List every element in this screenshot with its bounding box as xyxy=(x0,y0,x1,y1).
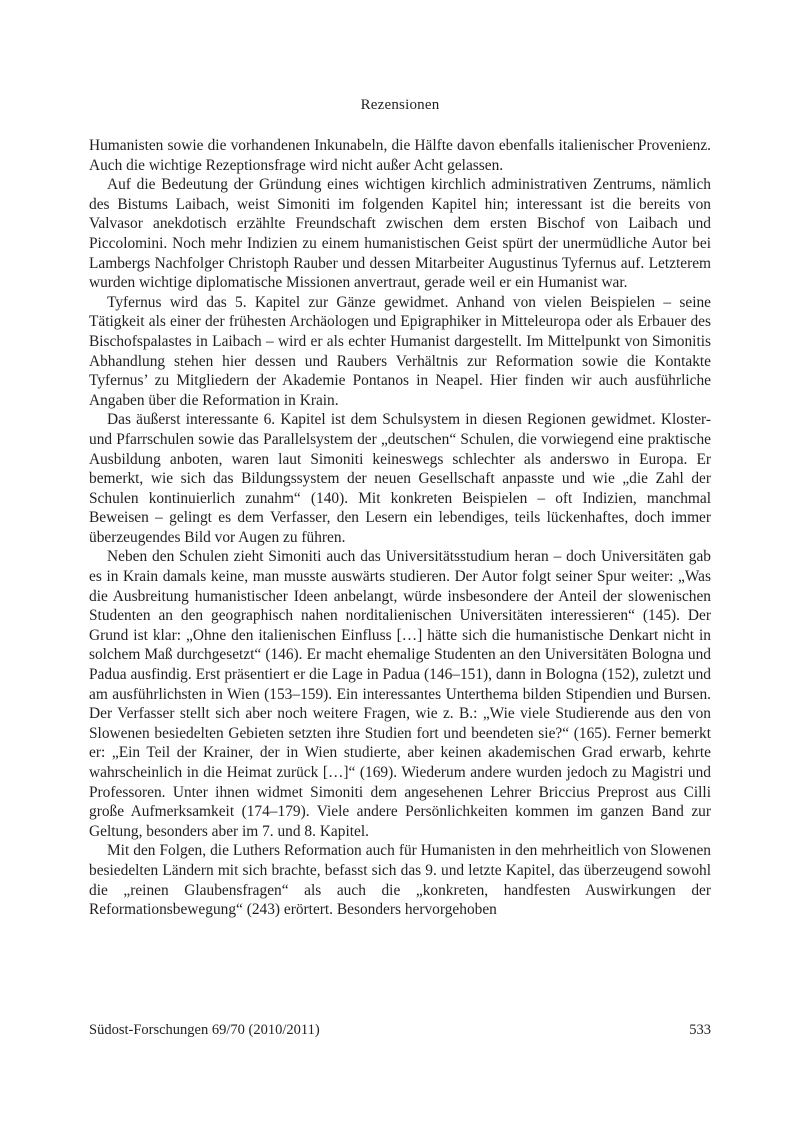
running-head: Rezensionen xyxy=(360,97,440,113)
page-footer xyxy=(89,1022,711,1042)
paragraph: Auf die Bedeutung der Gründung eines wichtigen kirchlich administrativen Zentrums, nämlich des Bistums Laibach, weist Simoniti im folgenden Kapitel hin; interessant ist die bereits von Valvasor anekdotisch erzählte Freundschaft zwischen dem ersten Bischof von Laibach und Piccolomini. Noch mehr Indizien zu einem humanistischen Geist spürt der unermüdliche Autor bei Lambergs Nachfolger Christoph Rauber und dessen Mitarbeiter Augustinus Tyfernus auf. Letzterem wurden wichtige diplomatische Missionen anvertraut, gerade weil er ein Humanist war. xyxy=(89,176,711,292)
review-text xyxy=(89,136,711,920)
page-number: 533 xyxy=(689,1022,711,1038)
paragraph: Tyfernus wird das 5. Kapitel zur Gänze gewidmet. Anhand von vielen Beispielen – seine Tätigkeit als einer der frühesten Archäologen und Epigraphiker in Mitteleuropa oder als Erbauer des Bischofspalastes in Laibach – wird er als echter Humanist dargestellt. Im Mittelpunkt von Simonitis Abhandlung stehen hier dessen und Raubers Verhältnis zur Reformation sowie die Kontakte Tyfernus’ zu Mitgliedern der Akademie Pontanos in Neapel. Hier finden wir auch ausführliche Angaben über die Reformation in Krain. xyxy=(89,293,711,409)
paragraph: Mit den Folgen, die Luthers Reformation auch für Humanisten in den mehrheitlich von Slowenen besiedelten Ländern mit sich brachte, befasst sich das 9. und letzte Kapitel, das überzeugend sowohl die „reinen Glaubensfragen“ als auch die „konkreten, handfesten Auswirkungen der Reformationsbewegung“ (243) erörtert. Besonders hervorgehoben xyxy=(89,842,711,919)
paragraph: Das äußerst interessante 6. Kapitel ist dem Schulsystem in diesen Regionen gewidmet. Kloster- und Pfarrschulen sowie das Parallelsystem der „deutschen“ Schulen, die vorwiegend eine praktische Ausbildung anboten, waren laut Simoniti keineswegs schlechter als anderswo in Europa. Er bemerkt, wie sich das Bildungssystem der neuen Gesellschaft anpasste und wie „die Zahl der Schulen kontinuierlich zunahm“ (140). Mit konkreten Beispielen – oft Indizien, manchmal Beweisen – gelingt es dem Verfasser, den Lesern ein lebendiges, teils lückenhaftes, doch immer überzeugendes Bild vor Augen zu führen. xyxy=(89,411,711,546)
paragraph: Neben den Schulen zieht Simoniti auch das Universitätsstudium heran – doch Universitäten gab es in Krain damals keine, man musste auswärts studieren. Der Autor folgt seiner Spur weiter: „Was die Ausbreitung humanistischer Ideen anbelangt, würde insbesondere der Anteil der slowenischen Studenten an den geographisch nahen norditalienischen Universitäten interessieren“ (145). Der Grund ist klar: „Ohne den italienischen Einfluss […] hätte sich die humanistische Denkart nicht in solchem Maß durchgesetzt“ (146). Er macht ehemalige Studenten an den Universitäten Bologna und Padua ausfindig. Erst präsentiert er die Lage in Padua (146–151), dann in Bologna (152), zuletzt und am ausführlichsten in Wien (153–159). Ein interessantes Unterthema bilden Stipendien und Bursen. Der Verfasser stellt sich aber noch weitere Fragen, wie z. B.: „Wie viele Studierende aus den von Slowenen besiedelten Gebieten setzten ihre Studien fort und beendeten sie?“ (165). Ferner bemerkt er: „Ein Teil der Krainer, der in Wien studierte, aber keinen akademischen Grad erwarb, kehrte wahrscheinlich in die Heimat zurück […]“ (169). Wiederum andere wurden jedoch zu Magistri und Professoren. Unter ihnen widmet Simoniti dem angesehenen Lehrer Briccius Preprost aus Cilli große Aufmerksamkeit (174–179). Viele andere Persönlichkeiten kommen im ganzen Band zur Geltung, besonders aber im 7. und 8. Kapitel. xyxy=(89,548,711,840)
paragraph: Humanisten sowie die vorhandenen Inkunabeln, die Hälfte davon ebenfalls italienischer Provenienz. Auch die wichtige Rezeptionsfrage wird nicht außer Acht gelassen. xyxy=(89,137,711,174)
journal-citation: Südost-Forschungen 69/70 (2010/2011) xyxy=(89,1022,320,1038)
